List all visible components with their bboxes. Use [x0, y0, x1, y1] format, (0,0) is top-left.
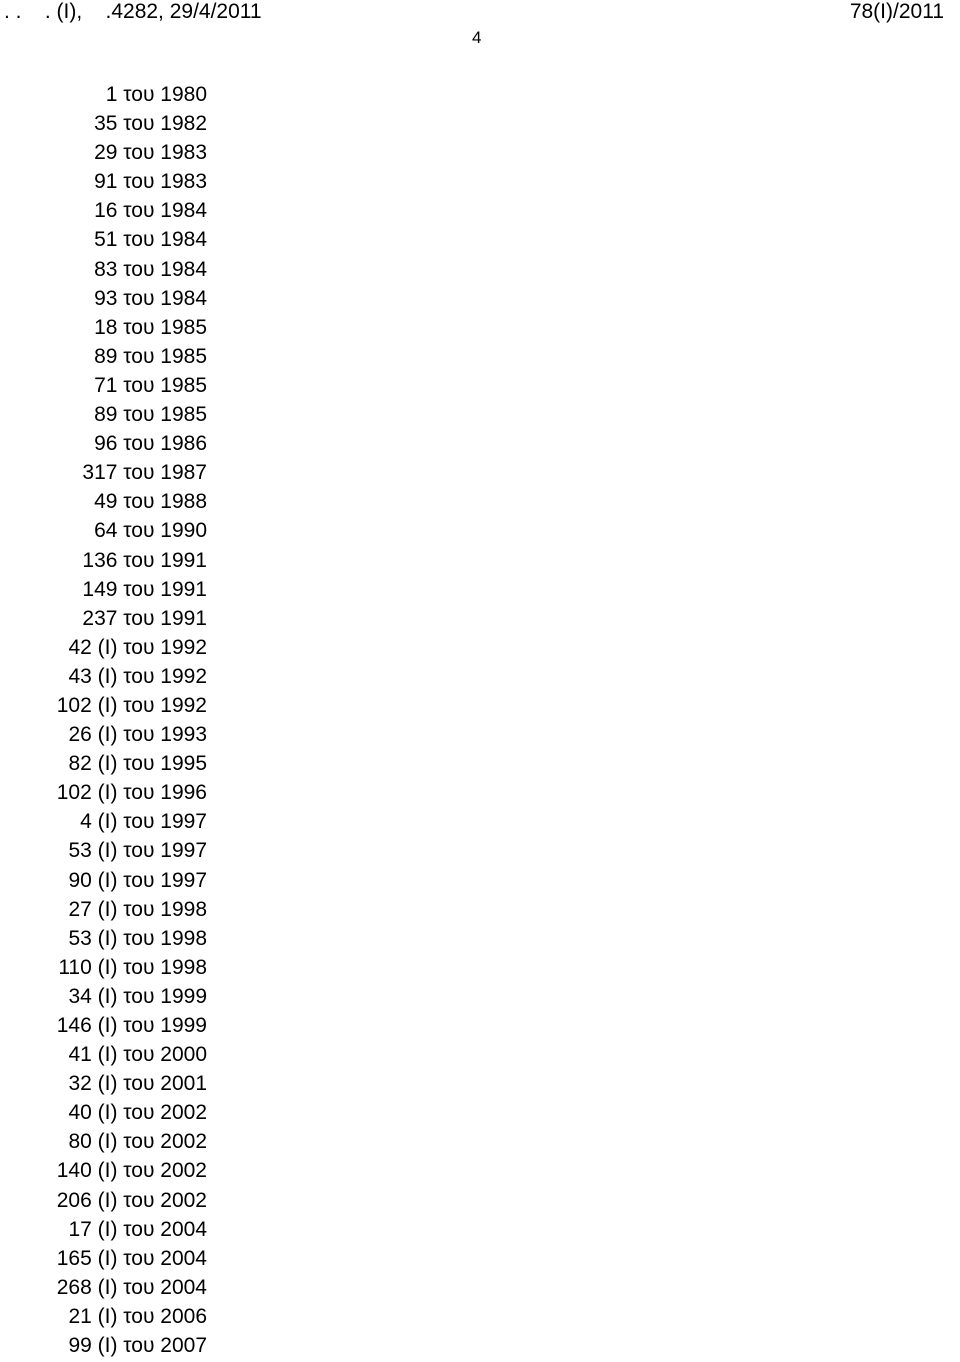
law-reference: 51 του 1984 — [94, 228, 207, 252]
law-reference: 26 (Ι) του 1993 — [68, 723, 207, 747]
law-reference: 17 (Ι) του 2004 — [68, 1217, 207, 1241]
law-reference: 82 (Ι) του 1995 — [68, 752, 207, 776]
law-reference: 4 (Ι) του 1997 — [80, 810, 207, 834]
law-reference: 136 του 1991 — [82, 548, 207, 572]
law-reference: 80 (Ι) του 2002 — [68, 1130, 207, 1154]
law-reference: 71 του 1985 — [94, 373, 207, 397]
header-gazette-reference: . . . (Ι), .4282, 29/4/2011 — [4, 0, 262, 23]
law-reference: 146 (Ι) του 1999 — [56, 1014, 207, 1037]
law-reference: 34 (Ι) του 1999 — [68, 984, 207, 1008]
law-reference: 53 (Ι) του 1997 — [68, 839, 207, 863]
law-reference: 237 του 1991 — [82, 606, 207, 630]
law-reference: 83 του 1984 — [94, 257, 207, 281]
page-number: 4 — [472, 28, 482, 47]
law-reference: 18 του 1985 — [94, 315, 207, 339]
law-reference: 165 (Ι) του 2004 — [56, 1246, 207, 1270]
law-reference: 102 (Ι) του 1996 — [56, 781, 207, 805]
law-reference: 1 του 1980 — [105, 83, 207, 106]
law-reference: 89 του 1985 — [94, 344, 207, 368]
law-reference: 41 (Ι) του 2000 — [68, 1043, 207, 1067]
law-reference: 64 του 1990 — [94, 519, 207, 543]
header-law-number: 78(Ι)/2011 — [849, 0, 944, 23]
law-reference: 27 (Ι) του 1998 — [68, 897, 207, 921]
law-reference: 16 του 1984 — [94, 199, 207, 223]
law-reference: 99 (Ι) του 2007 — [68, 1334, 207, 1358]
law-reference: 93 του 1984 — [94, 286, 207, 310]
law-reference: 35 του 1982 — [94, 112, 207, 136]
law-reference: 49 του 1988 — [94, 490, 207, 514]
law-reference: 43 (Ι) του 1992 — [68, 664, 207, 688]
law-reference: 32 (Ι) του 2001 — [68, 1072, 207, 1096]
law-reference: 89 του 1985 — [94, 403, 207, 427]
law-reference: 102 (Ι) του 1992 — [56, 693, 207, 717]
law-reference: 149 του 1991 — [82, 577, 207, 601]
law-reference-list — [57, 80, 207, 1360]
law-reference: 268 (Ι) του 2004 — [56, 1275, 207, 1299]
law-reference: 110 (Ι) του 1998 — [58, 955, 207, 979]
law-reference: 96 του 1986 — [94, 432, 207, 456]
law-reference: 40 (Ι) του 2002 — [68, 1101, 207, 1125]
law-reference: 29 του 1983 — [94, 141, 207, 165]
law-reference: 53 (Ι) του 1998 — [68, 926, 207, 950]
law-reference: 91 του 1983 — [94, 170, 207, 194]
law-reference: 42 (Ι) του 1992 — [68, 635, 207, 659]
law-reference: 206 (Ι) του 2002 — [56, 1188, 207, 1212]
law-reference: 90 (Ι) του 1997 — [68, 868, 207, 892]
law-reference: 21 (Ι) του 2006 — [68, 1304, 207, 1328]
law-reference: 140 (Ι) του 2002 — [56, 1159, 207, 1183]
law-reference: 317 του 1987 — [82, 461, 207, 485]
